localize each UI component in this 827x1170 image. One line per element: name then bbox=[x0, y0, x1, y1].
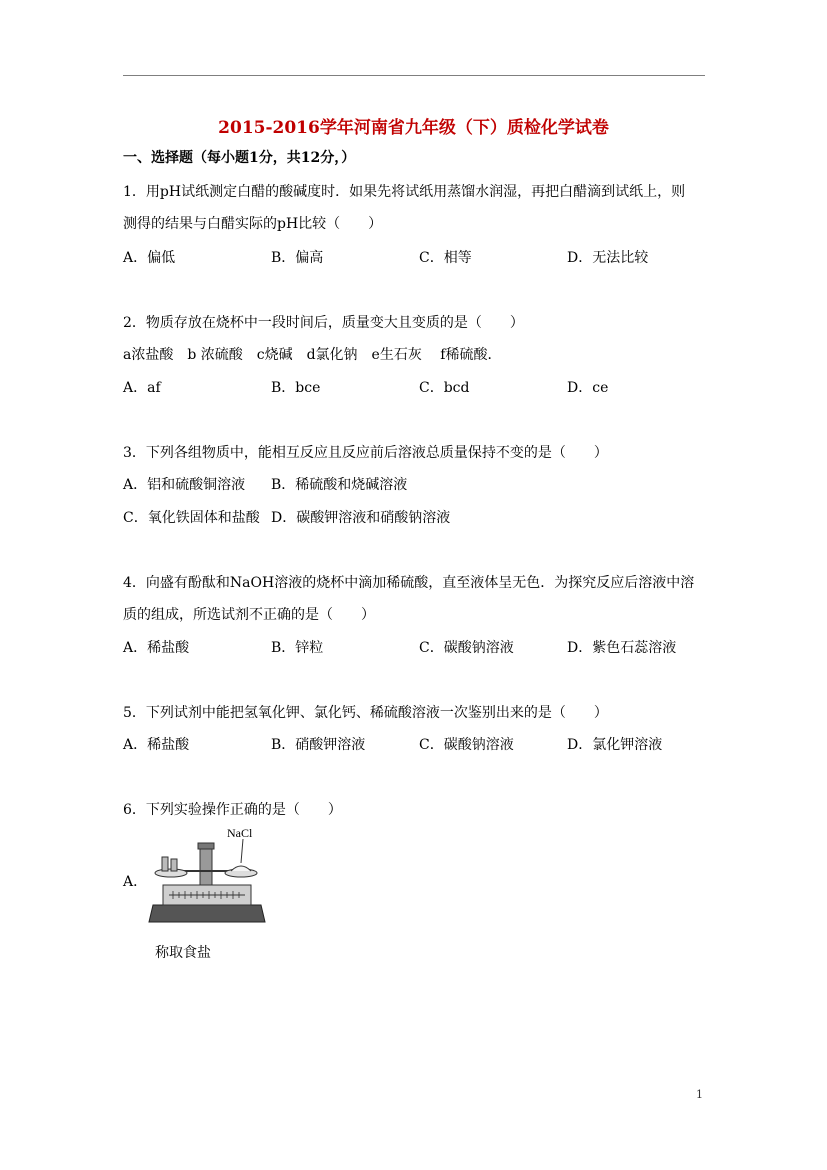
q3-option-c: C．氧化铁固体和盐酸 bbox=[123, 510, 260, 526]
q6-option-a-label: A． bbox=[123, 874, 148, 890]
q4-option-b: B．锌粒 bbox=[271, 640, 324, 656]
q2-items: a浓盐酸 b 浓硫酸 c烧碱 d氯化钠 e生石灰 f稀硫酸． bbox=[123, 347, 502, 363]
q6-stem: 6．下列实验操作正确的是（ ） bbox=[123, 802, 342, 818]
page-number: 1 bbox=[696, 1088, 703, 1101]
header-rule bbox=[123, 75, 705, 76]
balance-scale-figure bbox=[147, 825, 267, 925]
q4-stem-line1: 4．向盛有酚酞和NaOH溶液的烧杯中滴加稀硫酸，直至液体呈无色．为探究反应后溶液中溶 bbox=[123, 575, 695, 591]
q4-option-a: A．稀盐酸 bbox=[123, 640, 190, 656]
q6-option-a-caption: 称取食盐 bbox=[155, 945, 211, 961]
q5-option-a: A．稀盐酸 bbox=[123, 737, 190, 753]
q5-option-c: C．碳酸钠溶液 bbox=[419, 737, 514, 753]
q1-option-c: C．相等 bbox=[419, 250, 472, 266]
q4-option-d: D．紫色石蕊溶液 bbox=[567, 640, 677, 656]
q1-stem-line2: 测得的结果与白醋实际的pH比较（ ） bbox=[123, 216, 383, 232]
q2-option-a: A．af bbox=[123, 380, 161, 396]
q1-option-b: B．偏高 bbox=[271, 250, 324, 266]
q5-option-b: B．硝酸钾溶液 bbox=[271, 737, 366, 753]
q1-stem-line1: 1．用pH试纸测定白醋的酸碱度时．如果先将试纸用蒸馏水润湿，再把白醋滴到试纸上，则 bbox=[123, 184, 686, 200]
exam-title: 2015-2016学年河南省九年级（下）质检化学试卷 bbox=[218, 118, 609, 138]
q3-option-b: B．稀硫酸和烧碱溶液 bbox=[271, 477, 408, 493]
q3-option-a: A．铝和硫酸铜溶液 bbox=[123, 477, 246, 493]
q2-option-b: B．bce bbox=[271, 380, 321, 396]
q1-option-d: D．无法比较 bbox=[567, 250, 649, 266]
nacl-label: NaCl bbox=[227, 826, 253, 840]
q3-stem: 3．下列各组物质中，能相互反应且反应前后溶液总质量保持不变的是（ ） bbox=[123, 445, 608, 461]
q5-stem: 5．下列试剂中能把氢氧化钾、氯化钙、稀硫酸溶液一次鉴别出来的是（ ） bbox=[123, 705, 608, 721]
q2-option-d: D．ce bbox=[567, 380, 609, 396]
q4-stem-line2: 质的组成，所选试剂不正确的是（ ） bbox=[123, 607, 375, 623]
q5-option-d: D．氯化钾溶液 bbox=[567, 737, 663, 753]
q1-option-a: A．偏低 bbox=[123, 250, 176, 266]
q3-option-d: D．碳酸钾溶液和硝酸钠溶液 bbox=[271, 510, 451, 526]
section-heading: 一、选择题（每小题1分，共12分，） bbox=[123, 150, 356, 166]
q4-option-c: C．碳酸钠溶液 bbox=[419, 640, 514, 656]
q2-stem: 2．物质存放在烧杯中一段时间后，质量变大且变质的是（ ） bbox=[123, 315, 524, 331]
q2-option-c: C．bcd bbox=[419, 380, 470, 396]
